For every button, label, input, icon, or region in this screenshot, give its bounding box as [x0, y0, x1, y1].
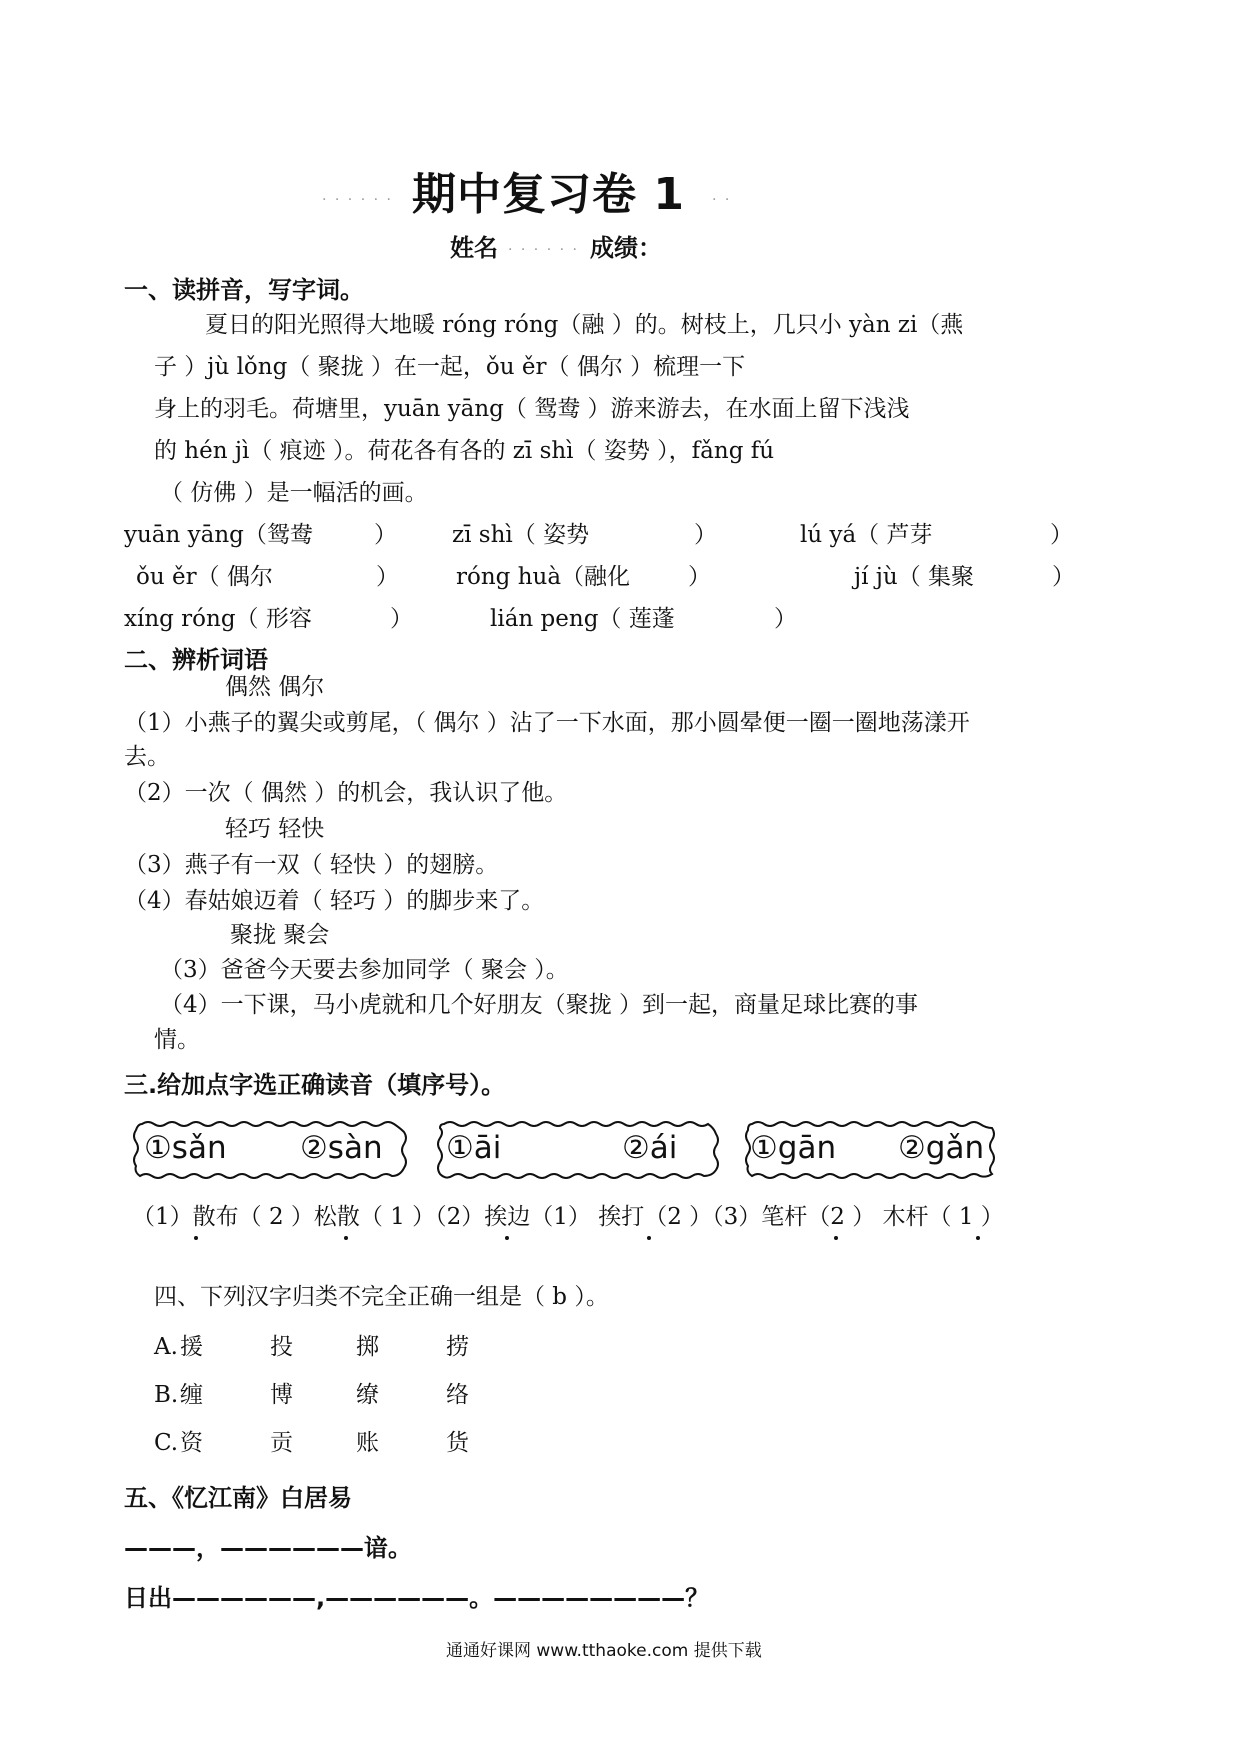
question-2-1-cont: 去。 — [124, 744, 170, 770]
pair-6: jí jù（ 集聚 — [854, 564, 975, 590]
paragraph-line-5: （ 仿佛 ）是一幅活的画。 — [160, 480, 428, 506]
pinyin-option-2b: ②ái — [622, 1130, 678, 1166]
emphasis-dot — [194, 1236, 198, 1240]
pinyin-option-3a: ①gān — [750, 1130, 837, 1166]
pinyin-option-3b: ②gǎn — [898, 1130, 985, 1166]
option-c-char-1: 资 — [180, 1430, 203, 1456]
option-b-char-4: 络 — [446, 1382, 469, 1408]
option-b-label: B. — [154, 1382, 179, 1408]
paragraph-line-1: 夏日的阳光照得大地暖 róng róng（融 ）的。树枝上，几只小 yàn zi（燕 — [205, 312, 964, 338]
question-2-5: （3）爸爸今天要去参加同学（ 聚会 ）。 — [160, 957, 569, 983]
pair-1: yuān yāng（鸳鸯 — [124, 522, 313, 548]
question-2-1: （1）小燕子的翼尖或剪尾，（ 偶尔 ）沾了一下水面，那小圆晕便一圈一圈地荡漾开 — [124, 710, 970, 736]
pair-6-close: ） — [1052, 564, 1075, 590]
pair-1-close: ） — [374, 522, 397, 548]
page-title: 期中复习卷 1 — [412, 169, 685, 220]
title-dots-left: . . . . . . — [322, 188, 393, 204]
option-a-char-2: 投 — [270, 1334, 293, 1360]
question-2-6: （4）一下课，马小虎就和几个好朋友（聚拢 ）到一起，商量足球比赛的事 — [160, 992, 918, 1018]
emphasis-dot — [976, 1236, 980, 1240]
pinyin-box-2 — [432, 1120, 722, 1180]
section-1-heading: 一、读拼音，写字词。 — [124, 276, 364, 304]
option-b-char-2: 博 — [270, 1382, 293, 1408]
section-5-heading: 五、《忆江南》白居易 — [124, 1484, 352, 1512]
option-c-char-3: 账 — [356, 1430, 379, 1456]
option-b-char-3: 缭 — [356, 1382, 379, 1408]
name-blank: . . . . . . — [508, 238, 579, 254]
pair-8-close: ） — [774, 606, 797, 632]
pair-3: lú yá（ 芦芽 — [800, 522, 933, 548]
pair-4: ǒu ěr（ 偶尔 — [136, 564, 273, 590]
pair-4-close: ） — [376, 564, 399, 590]
question-2-4: （4）春姑娘迈着（ 轻巧 ）的脚步来了。 — [124, 888, 545, 914]
name-label: 姓名 — [450, 234, 498, 262]
pair-3-close: ） — [1050, 522, 1073, 548]
paragraph-line-3: 身上的羽毛。荷塘里，yuān yāng（ 鸳鸯 ）游来游去，在水面上留下浅浅 — [154, 396, 910, 422]
option-a-char-3: 掷 — [356, 1334, 379, 1360]
emphasis-dot — [834, 1236, 838, 1240]
pair-5-close: ） — [688, 564, 711, 590]
pair-7: xíng róng（ 形容 — [124, 606, 312, 632]
option-c-label: C. — [154, 1430, 179, 1456]
poem-line-2: 日出——————,——————。————————？ — [124, 1584, 710, 1612]
word-pair-2: 轻巧 轻快 — [225, 816, 325, 842]
question-2-2: （2）一次（ 偶然 ）的机会，我认识了他。 — [124, 780, 568, 806]
option-c-char-4: 货 — [446, 1430, 469, 1456]
pair-7-close: ） — [390, 606, 413, 632]
section-3-answers: （1）散布（ 2 ）松散（ 1 ）（2）挨边（1） 挨打（2 ）（3）笔杆（2 ） 木杆（ 1 ） — [132, 1204, 1004, 1230]
emphasis-dot — [647, 1236, 651, 1240]
question-2-3: （3）燕子有一双（ 轻快 ）的翅膀。 — [124, 852, 499, 878]
paragraph-line-4: 的 hén jì（ 痕迹 ）。荷花各有各的 zī shì（ 姿势 ），fǎng fú — [154, 438, 775, 464]
emphasis-dot — [505, 1236, 509, 1240]
emphasis-dot — [344, 1236, 348, 1240]
score-label: 成绩： — [590, 234, 662, 262]
paragraph-line-2: 子 ）jù lǒng（ 聚拢 ）在一起，ǒu ěr（ 偶尔 ）梳理一下 — [154, 354, 746, 380]
pinyin-box-1 — [130, 1120, 410, 1180]
option-c-char-2: 贡 — [270, 1430, 293, 1456]
pair-2: zī shì（ 姿势 — [452, 522, 590, 548]
section-3-heading: 三.给加点字选正确读音（填序号）。 — [124, 1071, 506, 1099]
option-a-char-4: 捞 — [446, 1334, 469, 1360]
footer-credit: 通通好课网 www.tthaoke.com 提供下载 — [446, 1641, 762, 1661]
question-2-6-cont: 情。 — [154, 1027, 200, 1053]
pair-2-close: ） — [694, 522, 717, 548]
poem-line-1: ———，——————谙。 — [124, 1534, 412, 1562]
pair-5: róng huà（融化 — [456, 564, 631, 590]
option-a-label: A. — [154, 1334, 178, 1360]
section-4-question: 四、下列汉字归类不完全正确一组是（ b ）。 — [154, 1284, 609, 1310]
option-a-char-1: 援 — [180, 1334, 203, 1360]
pair-8: lián peng（ 莲蓬 — [490, 606, 675, 632]
pinyin-option-1b: ②sàn — [300, 1130, 383, 1166]
pinyin-option-2a: ①āi — [446, 1130, 502, 1166]
option-b-char-1: 缠 — [180, 1382, 203, 1408]
title-dots-right: . . — [712, 188, 732, 204]
pinyin-option-1a: ①sǎn — [144, 1130, 227, 1166]
pinyin-box-3 — [740, 1120, 1000, 1180]
word-pair-1: 偶然 偶尔 — [225, 674, 325, 700]
word-pair-3: 聚拢 聚会 — [230, 922, 330, 948]
section-2-heading: 二、辨析词语 — [124, 646, 268, 674]
